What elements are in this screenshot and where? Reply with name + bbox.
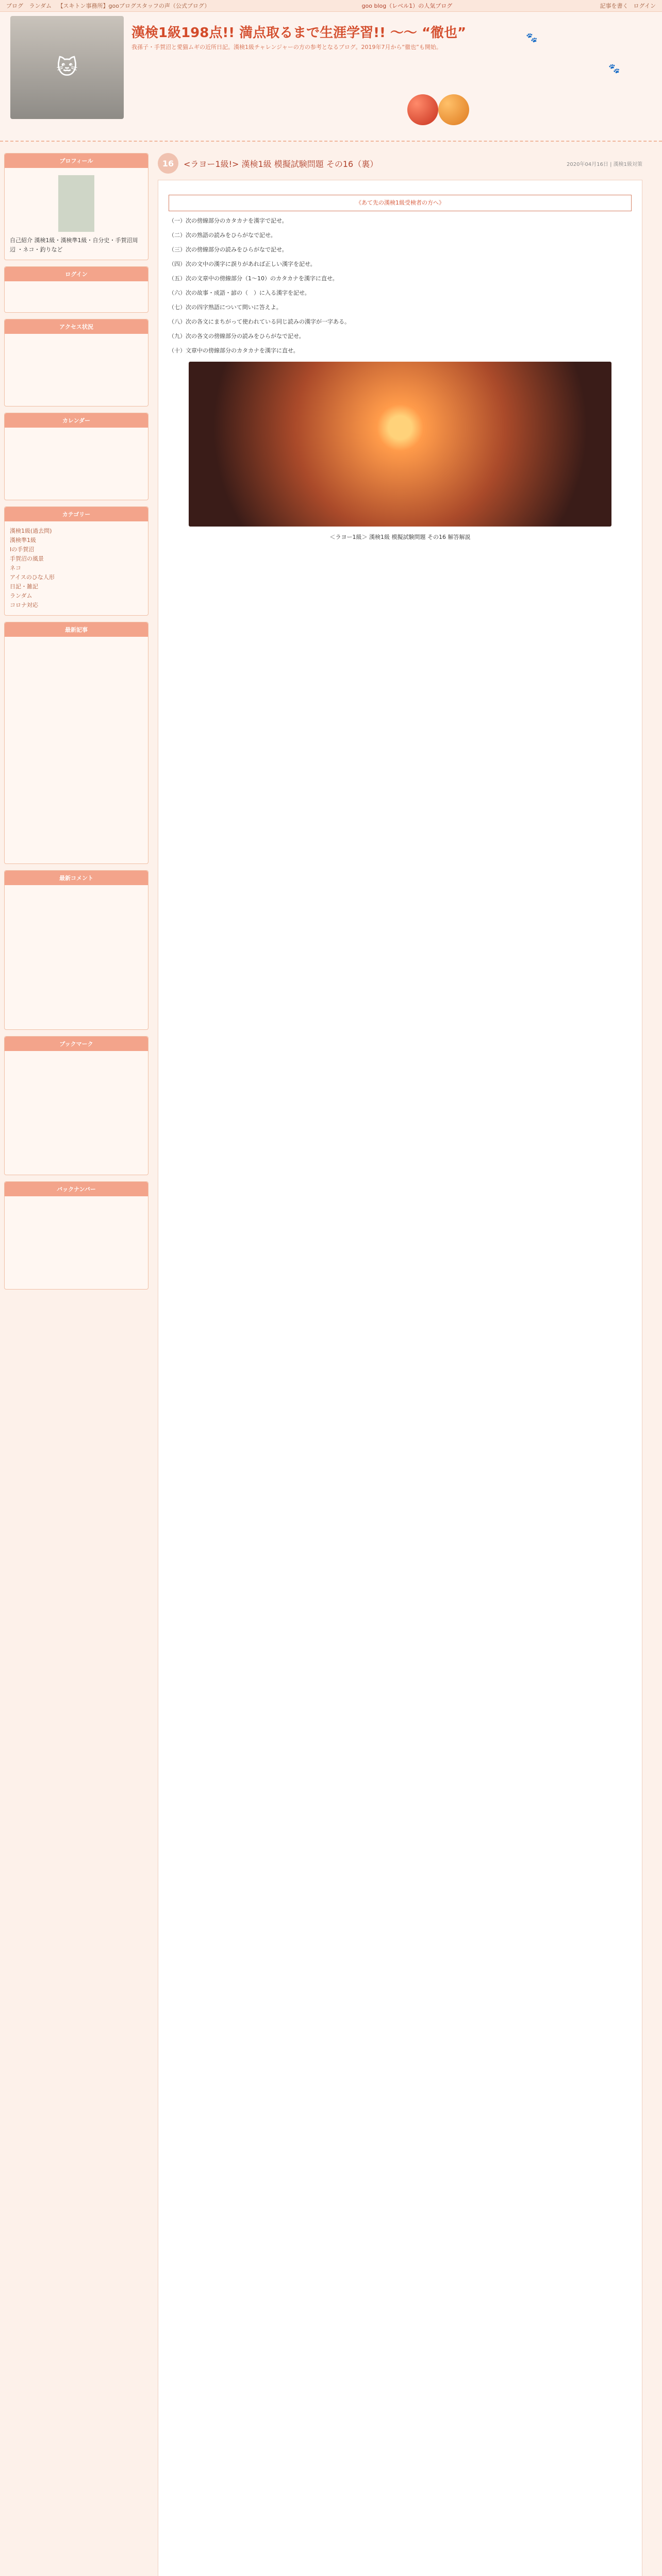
top-bar [0,0,662,12]
topbar-center[interactable]: goo blog（レベル1）の人気ブログ [361,3,453,9]
yarn-ball-red-icon [407,94,438,125]
post-header [158,153,642,174]
bookmark-title: ブックマーク [5,1037,148,1051]
paw-icon: 🐾 [526,32,538,43]
post-notice: 《あて先の漢検1級受検者の方へ》 [169,195,632,211]
recent-box [4,622,148,864]
question-line: （十）文章中の傍線部分のカタカナを漢字に直せ。 [169,347,299,354]
categories-title: カテゴリー [5,507,148,521]
bookmark-box [4,1036,148,1175]
access-box [4,319,148,406]
question-line: （二）次の熟語の読みをひらがなで記せ。 [169,232,276,239]
topbar-link[interactable]: ランダム [29,3,52,9]
post-body [158,180,642,2576]
post-meta: 2020年04月16日 | 漢検1級対策 [567,161,642,167]
profile-title: プロフィール [5,154,148,168]
sidebar [4,153,148,2576]
category-item[interactable]: 日記・雑記 [10,583,38,590]
recent-title: 最新記事 [5,622,148,637]
access-title: アクセス状況 [5,319,148,334]
category-item[interactable]: アイスのひな人形 [10,574,55,581]
archive-title: バックナンバー [5,1182,148,1196]
comments-title: 最新コメント [5,871,148,885]
calendar-title: カレンダー [5,413,148,428]
blog-tagline: 我孫子・手賀沼と愛猫ムギの近所日記。漢検1級チャレンジャーの方の参考となるブログ。2019年7月から“徹也”も開始。 [131,44,442,50]
profile-text: 自己紹介 漢検1級・漢検準1級・自分史・手賀沼周辺 ・ネコ・釣りなど [10,237,138,253]
question-line: （六）次の故事・成語・諺の（ ）に入る漢字を記せ。 [169,290,310,296]
question-line: （九）次の各文の傍線部分の読みをひらがなで記せ。 [169,333,305,340]
post-title[interactable]: <ラヨー1級!> 漢検1級 模擬試験問題 その16（裏） [184,159,378,169]
comments-box [4,870,148,1030]
profile-box [4,153,148,260]
category-item[interactable]: ランダム [10,592,32,599]
category-item[interactable]: 漢検1級(過去問) [10,528,52,534]
header-cat-image: 🐱 [10,16,124,119]
paw-icon: 🐾 [608,63,620,74]
category-item[interactable]: ネコ [10,565,21,571]
image-caption: ＜ラヨー1級＞ 漢検1級 模擬試験問題 その16 解答解説 [329,534,471,540]
category-item[interactable]: 手賀沼の風景 [10,555,44,562]
archive-box [4,1181,148,1290]
question-line: （一）次の傍線部分のカタカナを漢字で記せ。 [169,217,288,224]
category-item[interactable]: コロナ対応 [10,602,38,608]
post-day-badge: 16 [158,153,178,174]
categories-box [4,506,148,616]
topbar-link[interactable]: ブログ [6,3,23,9]
login-title[interactable]: ログイン [5,267,148,281]
avatar [58,175,94,232]
category-item[interactable]: 漢検準1級 [10,537,36,544]
blog-title[interactable]: 漢検1級198点!! 満点取るまで生涯学習!! [131,25,386,41]
main-content [158,153,642,2576]
calendar-box [4,413,148,500]
category-item[interactable]: Iの手賀沼 [10,546,35,553]
topbar-link[interactable]: 【スキトン事務所】gooブログスタッフの声（公式ブログ） [57,3,210,9]
question-line: （四）次の文中の漢字に誤りがあれば正しい漢字を記せ。 [169,261,316,267]
question-line: （七）次の四字熟語について問いに答えよ。 [169,304,282,311]
write-article-link[interactable]: 記事を書く [600,3,628,9]
sunset-photo [189,362,611,527]
yarn-ball-orange-icon [438,94,469,125]
question-line: （五）次の文章中の傍線部分（1〜10）のカタカナを漢字に直せ。 [169,275,338,282]
question-line: （八）次の各文にまちがって使われている同じ読みの漢字が一字ある。 [169,318,350,325]
question-line: （三）次の傍線部分の読みをひらがなで記せ。 [169,246,288,253]
blog-header [0,12,662,142]
login-link[interactable]: ログイン [633,3,656,9]
blog-title-suffix: 〜〜 “徹也” [390,25,467,41]
login-box [4,266,148,313]
